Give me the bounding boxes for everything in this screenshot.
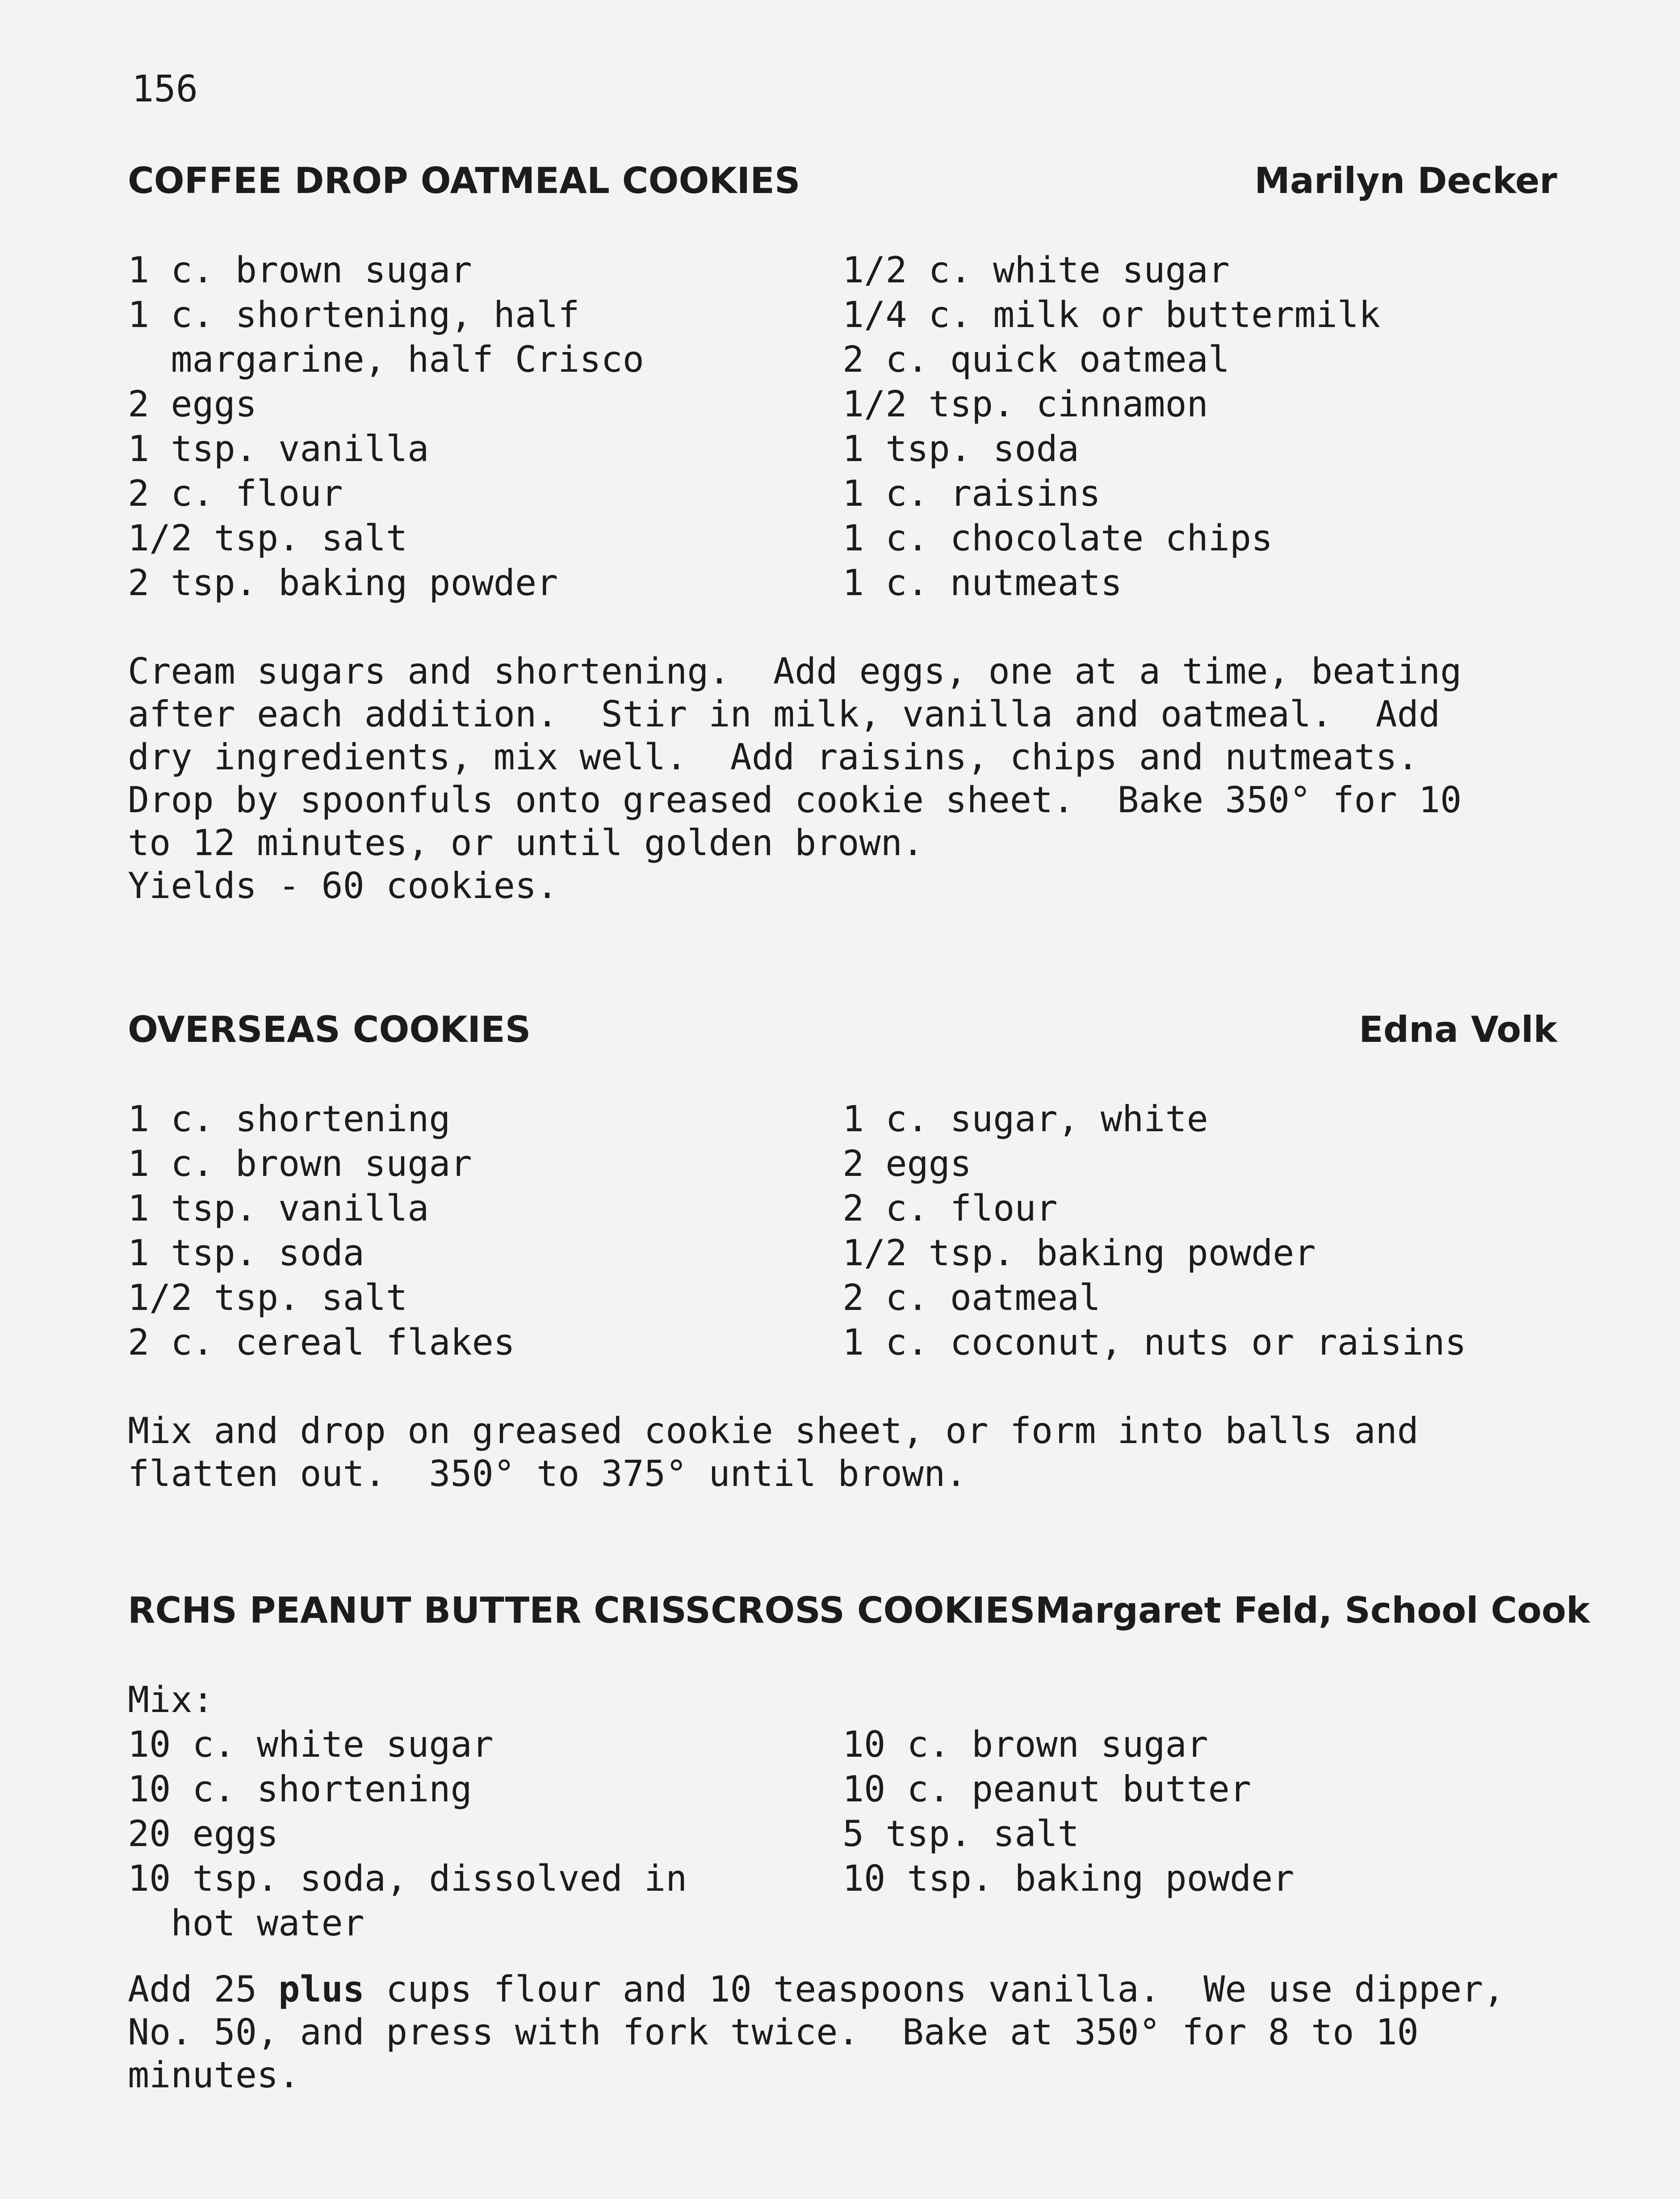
ingredient-line: 2 eggs <box>842 1143 972 1184</box>
ingredient-line: 1 c. brown sugar <box>128 249 472 291</box>
recipe-rchs-peanut-butter-crisscross-cookies <box>128 1588 1590 2097</box>
recipe-coffee-drop-oatmeal-cookies <box>128 159 1557 907</box>
ingredient-line: 1 tsp. vanilla <box>128 428 429 470</box>
instruction-line: Cream sugars and shortening. Add eggs, one at a time, beating <box>128 650 1462 692</box>
ingredient-line: 2 tsp. baking powder <box>128 562 558 604</box>
recipe-header <box>128 1588 1590 1633</box>
ingredient-line: 10 c. peanut butter <box>842 1768 1252 1810</box>
ingredient-line: 1 c. coconut, nuts or raisins <box>842 1322 1466 1363</box>
recipe-header <box>128 1007 1557 1052</box>
ingredient-line: 1/2 tsp. cinnamon <box>842 383 1208 425</box>
ingredient-line: 1 tsp. vanilla <box>128 1188 429 1229</box>
ingredient-line: 2 eggs <box>128 383 257 425</box>
instruction-line <box>128 1968 1557 2011</box>
instruction-line: No. 50, and press with fork twice. Bake at 350° for 8 to 10 <box>128 2011 1419 2053</box>
instruction-text: Add 25 <box>128 1968 279 2010</box>
recipe-title: RCHS PEANUT BUTTER CRISSCROSS COOKIES <box>128 1590 1035 1631</box>
recipe-author: Margaret Feld, School Cook <box>1035 1590 1590 1631</box>
recipe-instructions <box>128 1410 1557 1495</box>
ingredient-line: 1/2 tsp. salt <box>128 1277 408 1318</box>
recipe-instructions <box>128 650 1557 907</box>
ingredient-list <box>128 1678 1557 1946</box>
ingredient-line: 20 eggs <box>128 1813 279 1855</box>
ingredients-left-column <box>128 248 842 605</box>
ingredient-line: 10 c. brown sugar <box>842 1724 1208 1765</box>
ingredient-line: 1 tsp. soda <box>128 1232 364 1274</box>
recipe-overseas-cookies <box>128 1007 1557 1495</box>
ingredients-right-column <box>842 1722 1557 1946</box>
ingredient-line: 2 c. quick oatmeal <box>842 339 1230 380</box>
instruction-line: to 12 minutes, or until golden brown. <box>128 822 924 864</box>
recipe-instructions <box>128 1968 1557 2097</box>
ingredient-line: 1/2 tsp. salt <box>128 517 408 559</box>
instruction-emphasis: plus <box>278 1968 364 2010</box>
ingredient-line: 1 c. brown sugar <box>128 1143 472 1184</box>
ingredient-list <box>128 1097 1557 1365</box>
recipe-title: COFFEE DROP OATMEAL COOKIES <box>128 160 800 201</box>
ingredient-line: 1 c. chocolate chips <box>842 517 1273 559</box>
ingredient-line: 1 c. sugar, white <box>842 1098 1208 1140</box>
ingredient-line: 1 c. shortening <box>128 1098 451 1140</box>
page-number: 156 <box>132 68 198 110</box>
instruction-line: flatten out. 350° to 375° until brown. <box>128 1453 967 1494</box>
ingredients-intro: Mix: <box>128 1679 214 1721</box>
ingredients-left-column <box>128 1097 842 1365</box>
ingredient-line: 1 tsp. soda <box>842 428 1079 470</box>
ingredient-line: 10 tsp. baking powder <box>842 1858 1295 1899</box>
ingredient-list <box>128 248 1557 605</box>
instruction-line: Mix and drop on greased cookie sheet, or form into balls and <box>128 1410 1419 1452</box>
ingredients-left-column <box>128 1722 842 1946</box>
ingredient-line: hot water <box>128 1902 364 1944</box>
recipe-author: Marilyn Decker <box>1254 160 1557 201</box>
ingredient-line: 1/2 c. white sugar <box>842 249 1230 291</box>
ingredient-line: 1/4 c. milk or buttermilk <box>842 294 1381 336</box>
instruction-line: Yields - 60 cookies. <box>128 865 558 906</box>
ingredient-line: 2 c. oatmeal <box>842 1277 1101 1318</box>
ingredient-line: 1 c. shortening, half <box>128 294 580 336</box>
instruction-line: minutes. <box>128 2054 300 2096</box>
recipe-header <box>128 159 1557 203</box>
ingredients-right-column <box>842 1097 1557 1365</box>
ingredient-line: 2 c. flour <box>128 473 343 514</box>
recipe-title: OVERSEAS COOKIES <box>128 1009 531 1050</box>
ingredients-right-column <box>842 248 1557 605</box>
instruction-line: dry ingredients, mix well. Add raisins, chips and nutmeats. <box>128 736 1419 778</box>
ingredient-line: 10 c. shortening <box>128 1768 472 1810</box>
ingredient-line: 10 tsp. soda, dissolved in <box>128 1858 687 1899</box>
instruction-line: Drop by spoonfuls onto greased cookie sheet. Bake 350° for 10 <box>128 779 1462 821</box>
ingredient-line: 1 c. nutmeats <box>842 562 1123 604</box>
ingredient-line: 1 c. raisins <box>842 473 1101 514</box>
ingredient-line: 1/2 tsp. baking powder <box>842 1232 1316 1274</box>
instruction-text: cups flour and 10 teaspoons vanilla. We use dipper, <box>364 1968 1505 2010</box>
recipe-author: Edna Volk <box>1359 1009 1557 1050</box>
instruction-line: after each addition. Stir in milk, vanilla and oatmeal. Add <box>128 693 1441 735</box>
ingredient-line: 2 c. cereal flakes <box>128 1322 515 1363</box>
ingredient-line: margarine, half Crisco <box>128 339 644 380</box>
ingredient-line: 10 c. white sugar <box>128 1724 494 1765</box>
ingredient-line: 5 tsp. salt <box>842 1813 1079 1855</box>
ingredient-line: 2 c. flour <box>842 1188 1058 1229</box>
